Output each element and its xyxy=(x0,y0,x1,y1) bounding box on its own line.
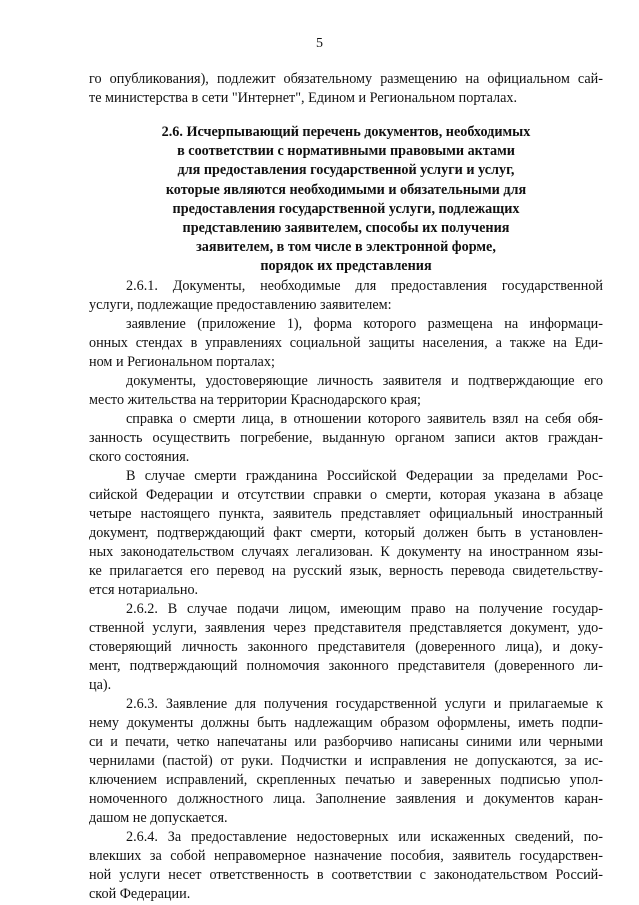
heading-line: 2.6. Исчерпывающий перечень документов, необходимых xyxy=(161,124,531,140)
body-line: нему документы должны быть надлежащим образом оформлены, иметь подпи- xyxy=(89,715,603,731)
body-line: 2.6.2. В случае подачи лицом, имеющим право на получение государ- xyxy=(126,601,603,617)
heading-line: представлению заявителем, способы их получения xyxy=(182,220,510,237)
body-line: 2.6.4. За предоставление недостоверных или искаженных сведений, по- xyxy=(126,829,603,845)
body-line: стоверяющий личность законного представителя (доверенного лица), и доку- xyxy=(89,639,603,655)
body-line: ной услуги несет ответственность в соответствии с законодательством Россий- xyxy=(89,867,603,883)
heading-line: порядок их представления xyxy=(260,258,432,275)
body-line: ных законодательством случаях легализован. К документу на иностранном язы- xyxy=(89,544,603,560)
body-line: ке прилагается его перевод на русский язык, верность перевода свидетельству- xyxy=(89,563,603,579)
page-number: 5 xyxy=(316,36,323,51)
body-line: услуги, подлежащие предоставлению заявителем: xyxy=(89,297,392,313)
intro-line: те министерства в сети "Интернет", Едином и Региональном порталах. xyxy=(89,90,518,106)
body-line: ского состояния. xyxy=(89,449,190,465)
body-line: документы, удостоверяющие личность заявителя и подтверждающие его xyxy=(126,373,603,389)
body-line: ской Федерации. xyxy=(89,886,191,902)
body-line: дашом не допускается. xyxy=(89,810,228,826)
body-line: документ, подтверждающий факт смерти, который должен быть в установлен- xyxy=(89,525,603,541)
body-line: место жительства на территории Краснодарского края; xyxy=(89,392,421,408)
heading-line: в соответствии с нормативными правовыми актами xyxy=(177,143,515,160)
body-line: ном и Региональном порталах; xyxy=(89,354,275,370)
body-line: ключением исправлений, скрепленных печатью и заверенных подписью упол- xyxy=(89,772,603,788)
body-line: В случае смерти гражданина Российской Федерации за пределами Рос- xyxy=(126,468,603,484)
body-line: номоченного должностного лица. Заполнение заявления и документов каран- xyxy=(89,791,603,807)
heading-line: которые являются необходимыми и обязательными для xyxy=(165,181,527,198)
intro-line: го опубликования), подлежит обязательному размещению на официальном сай- xyxy=(89,71,603,87)
body-line: онных стендах в управлениях социальной защиты населения, а также на Еди- xyxy=(89,335,603,351)
heading-line: заявителем, в том числе в электронной форме, xyxy=(196,239,496,256)
body-line: заявление (приложение 1), форма которого размещена на информаци- xyxy=(126,316,603,332)
body-line: 2.6.1. Документы, необходимые для предоставления государственной xyxy=(126,278,603,294)
body-line: ственной услуги, заявления через представителя представляется документ, удо- xyxy=(89,620,603,636)
body-line: влекших за собой неправомерное назначение пособия, заявитель государствен- xyxy=(89,848,603,864)
body-line: мент, подтверждающий полномочия законного представителя (доверенного ли- xyxy=(89,658,603,674)
body-line: ца). xyxy=(89,677,112,693)
body-line: занность осуществить погребение, выданную органом записи актов граждан- xyxy=(89,430,603,446)
body-line: четыре настоящего пункта, заявитель представляет официальный иностранный xyxy=(89,506,603,522)
body-line: чернилами (пастой) от руки. Подчистки и исправления не допускаются, за ис- xyxy=(89,753,603,769)
heading-line: предоставления государственной услуги, подлежащих xyxy=(172,200,520,217)
body-line: си и печати, четко напечатаны или разборчиво написаны синими или черными xyxy=(89,734,603,750)
body-line: ется нотариально. xyxy=(89,582,199,598)
heading-line: для предоставления государственной услуги и услуг, xyxy=(177,162,515,179)
body-line: справка о смерти лица, в отношении которого заявитель взял на себя обя- xyxy=(126,411,603,427)
body-line: сийской Федерации и отсутствии справки о смерти, которая указана в абзаце xyxy=(89,487,603,503)
body-line: 2.6.3. Заявление для получения государственной услуги и прилагаемые к xyxy=(126,696,603,712)
section-heading xyxy=(89,123,603,277)
